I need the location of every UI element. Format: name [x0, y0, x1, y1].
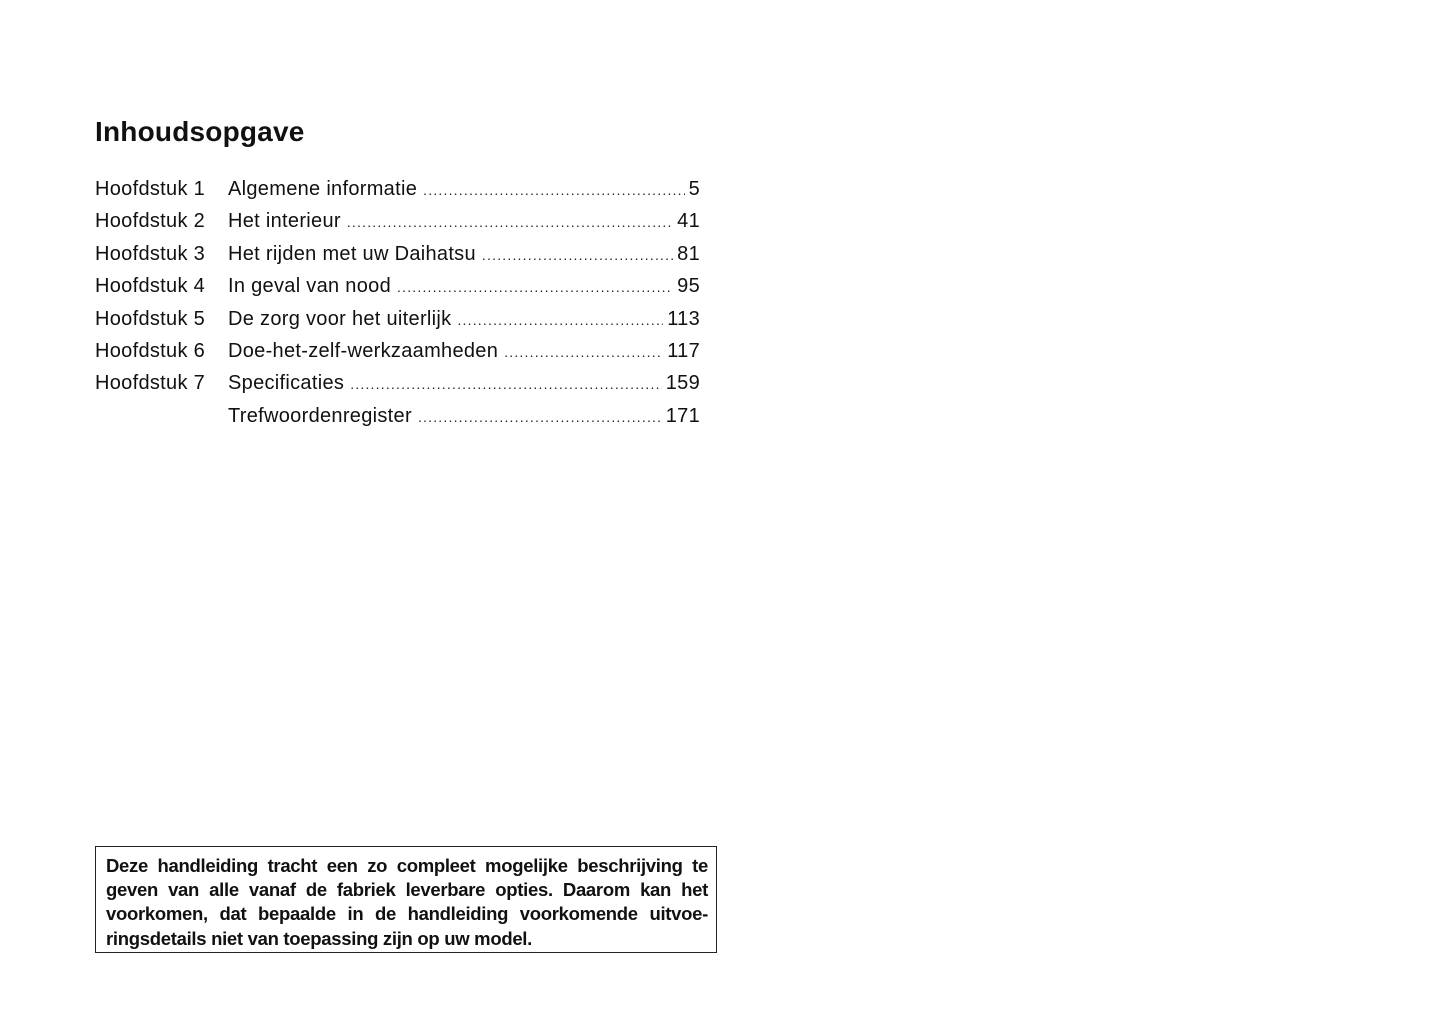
toc-page-number: 171: [665, 404, 700, 427]
toc-page-number: 5: [688, 178, 700, 200]
toc-page-number: 159: [665, 372, 700, 395]
toc-entry-7: [95, 372, 700, 404]
toc-entry-5: [95, 308, 700, 340]
dot-leader: [504, 344, 663, 360]
dot-leader: [397, 279, 673, 295]
toc-title: Het interieur: [228, 210, 341, 233]
dot-leader: [418, 409, 662, 425]
toc-chapter-label: Hoofdstuk 6: [95, 339, 206, 362]
toc-chapter-label: Hoofdstuk 2: [95, 210, 206, 233]
toc-chapter-label: Hoofdstuk 5: [95, 307, 206, 330]
toc-title: De zorg voor het uiterlijk: [228, 307, 452, 330]
dot-leader: [350, 376, 662, 392]
toc-title: Het rijden met uw Daihatsu: [228, 242, 476, 265]
toc-title: Trefwoordenregister: [228, 404, 412, 427]
dot-leader: [482, 247, 673, 263]
toc-chapter-label: Hoofdstuk 1: [95, 178, 206, 200]
toc-page-number: 113: [667, 307, 700, 330]
table-of-contents: [95, 178, 700, 437]
dot-leader: [423, 182, 684, 198]
dot-leader: [347, 214, 673, 230]
toc-title: Doe-het-zelf-werkzaamheden: [228, 339, 499, 362]
dot-leader: [457, 312, 663, 328]
toc-title: Algemene informatie: [228, 178, 418, 200]
notice-box: [95, 846, 717, 953]
toc-page-number: 41: [677, 210, 700, 233]
toc-entry-2: [95, 210, 700, 242]
toc-chapter-label: Hoofdstuk 4: [95, 275, 206, 298]
toc-page-number: 95: [677, 275, 700, 298]
toc-entry-index: [95, 405, 700, 437]
toc-page-number: 117: [667, 339, 700, 362]
toc-chapter-label: Hoofdstuk 3: [95, 242, 206, 265]
toc-title: Specificaties: [228, 372, 345, 395]
toc-entry-6: [95, 340, 700, 372]
toc-title: In geval van nood: [228, 275, 392, 298]
toc-entry-1: [95, 178, 700, 210]
toc-page-number: 81: [677, 242, 700, 265]
page-title: Inhoudsopgave: [95, 116, 305, 147]
toc-chapter-label: Hoofdstuk 7: [95, 372, 206, 395]
toc-entry-3: [95, 243, 700, 275]
toc-entry-4: [95, 275, 700, 307]
notice-text: Deze handleiding tracht een zo compleet mogelijke beschrijving te geven van alle vanaf de fabriek leverbare opties. Daarom kan het voorkomen, dat bepaalde in de handleiding voorkomende uitvoe- ringsdetails niet van toepassing zijn op uw model.: [106, 855, 708, 949]
